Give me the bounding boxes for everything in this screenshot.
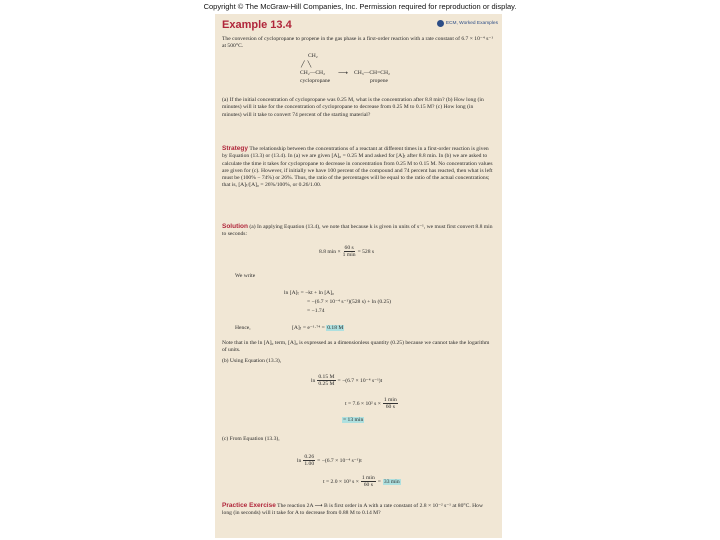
part-c-intro: (c) From Equation (13.3), [222,436,280,442]
part-b-time [345,397,398,410]
label-propene: propene [370,78,389,84]
answer-a-highlight: 0.18 M [327,325,344,331]
c-conv-num: 1 min [361,475,375,481]
problem-intro: The conversion of cyclopropane to propene in the gas phase is a first-order reaction with a rate constant of 6.7 × 10⁻⁴ s⁻¹ at 500°C. [222,36,494,50]
c-den: 1.00 [304,461,315,467]
conv-left: 8.8 min × [319,248,341,255]
c-num: 0.26 [304,454,315,460]
conv-num: 60 s [344,245,354,251]
cd-icon [437,20,444,27]
eq-line-1: ln [A]ₜ = −kt + ln [A]₀ [284,290,335,296]
reaction-ch2-top: CH₂ [308,53,318,59]
conversion-equation [319,245,374,258]
c-fraction [303,454,315,467]
hence-expr: [A]ₜ = e⁻¹·⁷⁴ = [292,325,325,331]
part-b-equation [311,374,382,387]
reaction-product: CH₃—CH=CH₂ [354,70,390,76]
strategy-paragraph [222,145,494,190]
c-conv-den: 60 s [363,482,373,488]
b-t: t = 7.6 × 10² s × [345,400,381,407]
note-paragraph: Note that in the ln [A]₀ term, [A]₀ is expressed as a dimensionless quantity (0.25) because we cannot take the logarithm of units. [222,340,490,354]
conv-den: 1 min [342,252,356,258]
part-c-equation [297,454,362,467]
solution-heading: Solution [222,223,248,230]
answer-c-highlight: 33 min [383,478,400,485]
part-b-intro: (b) Using Equation (13.3), [222,358,282,364]
eq-line-3: = −1.74 [307,308,325,314]
strategy-text: The relationship between the concentrations of a reactant at different times in a first-order reaction is given by Equation (13.3) or (13.4). In (a) we are given [A]₀ = 0.25 M and asked for [A]ₜ after 8.8 min. In (b) we are asked to calculate the time it takes for cyclopropane to decrease in concentration from 0.25 M to 0.15 M. No concentration values are given for (c). However, if initially we have 100 percent of the compound and 74 percent has reacted, then what is left must be (100% − 74%) or 26%. Thus, the ratio of the percentages will be equal to the ratio of the actual concentrations; that is, [A]ₜ/[A]₀ = 26%/100%, or 0.26/1.00. [222,146,493,189]
practice-text: The reaction 2A ⟶ B is first order in A with a rate constant of 2.8 × 10⁻² s⁻¹ at 80°C. How long (in seconds) will it take for A to decrease from 0.88 M to 0.14 M? [222,503,484,517]
we-write: We write [235,273,256,279]
b-ln: ln [311,377,316,384]
c-equals: = [377,478,381,485]
conv-fraction [343,245,356,258]
b-conv-den: 60 s [385,404,395,410]
problem-questions: (a) If the initial concentration of cyclopropane was 0.25 M, what is the concentration after 8.8 min? (b) How long (in minutes) will it take for the concentration of cyclopropane to decrease from 0.25 M to 0.15 M? (c) How long (in minutes) will it take to convert 74 percent of the starting material? [222,97,484,118]
b-conv-num: 1 min [383,397,397,403]
b-conv-fraction [383,397,398,410]
solution-paragraph [222,223,494,239]
part-c-time [323,475,401,488]
c-t: t = 2.0 × 10³ s × [323,478,359,485]
badge-label: ECM, Worked Examples [445,21,498,26]
worked-examples-badge [437,20,498,27]
strategy-heading: Strategy [222,145,249,152]
c-rhs: = −(6.7 × 10⁻⁴ s⁻¹)t [317,457,362,464]
practice-heading: Practice Exercise [222,502,276,509]
b-num: 0.15 M [318,374,335,380]
c-conv-fraction [361,475,376,488]
example-title: Example 13.4 [222,19,292,31]
copyright-notice: Copyright © The McGraw-Hill Companies, Inc. Permission required for reproduction or display. [203,2,517,11]
b-den: 0.25 M [318,381,335,387]
c-ln: ln [297,457,302,464]
b-fraction [317,374,335,387]
hence-label: Hence, [235,325,251,331]
solution-text: (a) In applying Equation (13.4), we note that because k is given in units of s⁻¹, we must first convert 8.8 min to seconds: [222,224,493,238]
ring-bonds: ╱ ╲ [301,62,312,68]
label-cyclopropane: cyclopropane [300,78,331,84]
textbook-page [215,14,502,538]
eq-line-2: = −(6.7 × 10⁻⁴ s⁻¹)(528 s) + ln (0.25) [307,299,391,305]
reaction-arrow: ⟶ [338,69,349,77]
practice-paragraph [222,502,494,518]
hence-equation [292,325,344,331]
b-rhs: = −(6.7 × 10⁻⁴ s⁻¹)t [337,377,383,384]
reaction-ring: CH₂—CH₂ [300,70,326,76]
answer-b-highlight: = 13 min [343,417,364,423]
conv-right: = 528 s [357,248,375,255]
